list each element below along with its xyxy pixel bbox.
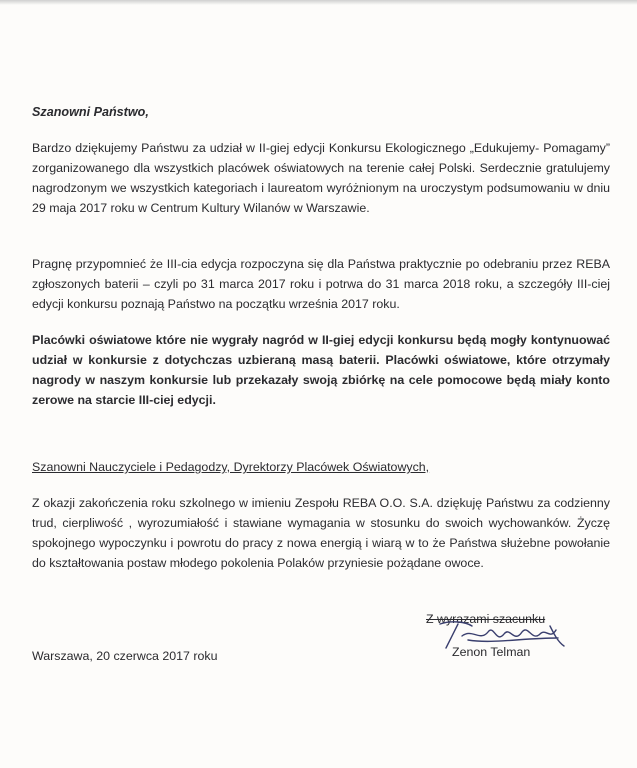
signer-name: Zenon Telman (452, 645, 531, 659)
teachers-greeting: Szanowni Nauczyciele i Pedagodzy, Dyrektorzy Placówek Oświatowych, (32, 460, 430, 474)
paragraph-rules-bold: Placówki oświatowe które nie wygrały nagród w II-giej edycji konkursu będą mogły kontynuować udział w konkursie z dotychczas uzbieraną masą baterii. Placówki oświatowe, które otrzymały nagrody w naszym konkursie lub przekazały swoją zbiórkę na cele pomocowe będą miały konto zerowe na starcie III-ciej edycji. (32, 333, 610, 407)
paragraph-next-edition: Pragnę przypomnieć że III-cia edycja rozpoczyna się dla Państwa praktycznie po odebraniu przez REBA zgłoszonych baterii – czyli po 31 marca 2017 roku i potrwa do 31 marca 2018 roku, a szczegóły III-ciej edycji konkursu poznają Państwo na początku września 2017 roku. (32, 257, 610, 311)
greeting: Szanowni Państwo, (32, 105, 149, 119)
scan-edge (0, 0, 637, 5)
paragraph-wishes: Z okazji zakończenia roku szkolnego w imieniu Zespołu REBA O.O. S.A. dziękuję Państwu za codzienny trud, cierpliwość , wyrozumiałość i stawiane wymagania w stosunku do swoich wychowanków. Życzę spokojnego wypoczynku i powrotu do pracy z nowa energią i wiarą w to że Państwa służebne powołanie do kształtowania postaw młodego pokolenia Polaków przyniesie pożądane owoce. (32, 496, 610, 570)
place-date: Warszawa, 20 czerwca 2017 roku (32, 649, 218, 663)
paragraph-thanks: Bardzo dziękujemy Państwu za udział w II-giej edycji Konkursu Ekologicznego „Edukujemy- Pomagamy” zorganizowanego dla wszystkich placówek oświatowych na terenie całej Polski. Serdecznie gratulujemy nagrodzonym we wszystkich kategoriach i laureatom wyróżnionym na uroczystym podsumowaniu w dniu 29 maja 2017 roku w Centrum Kultury Wilanów w Warszawie. (32, 141, 610, 215)
closing-phrase: Z wyrazami szacunku (426, 612, 546, 626)
